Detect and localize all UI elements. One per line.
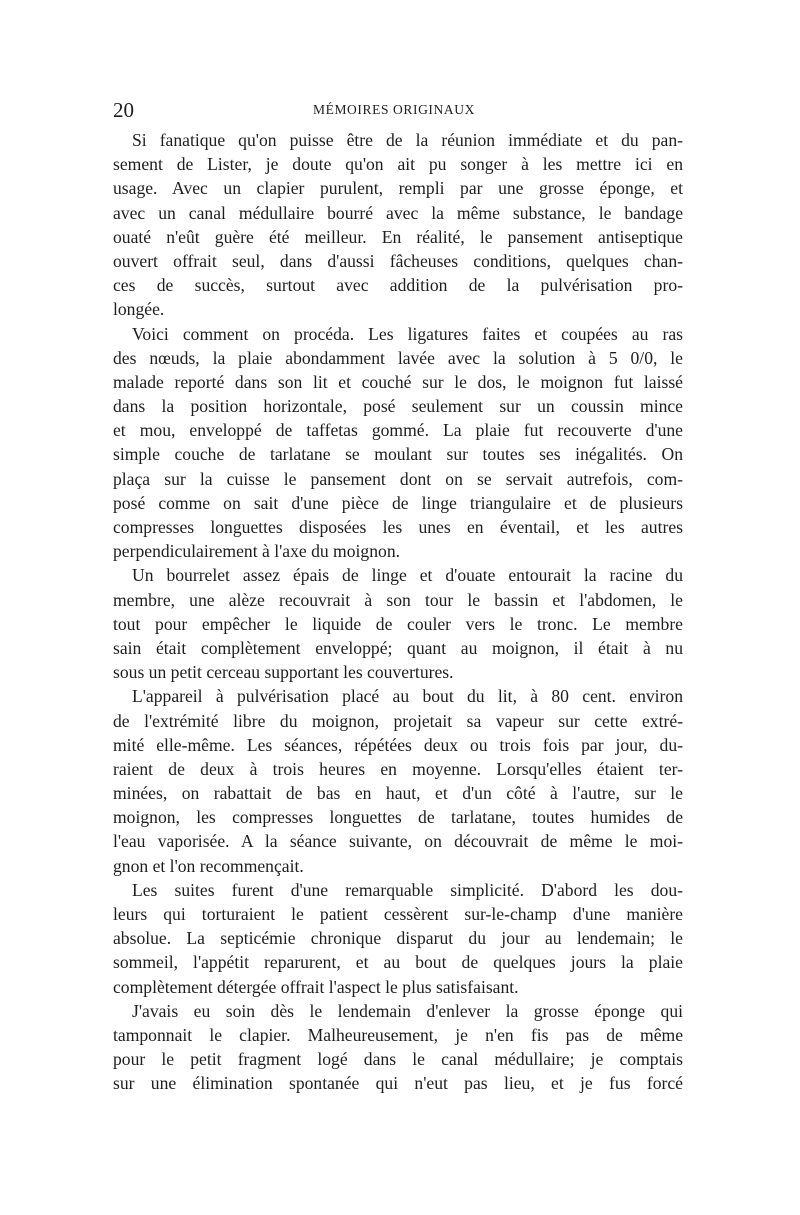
body-text — [113, 128, 683, 1096]
text-line: moignon, les compresses longuettes de tarlatane, toutes humides de — [113, 807, 683, 828]
text-line: longée. — [113, 299, 165, 320]
text-line: des nœuds, la plaie abondamment lavée avec la solution à 5 0/0, le — [113, 347, 683, 368]
page-number: 20 — [113, 98, 134, 122]
paragraph — [113, 684, 683, 878]
running-title: MÉMOIRES ORIGINAUX — [313, 102, 475, 117]
text-line: ouvert offrait seul, dans d'aussi fâcheuses conditions, quelques chan- — [113, 250, 683, 271]
text-line: compresses longuettes disposées les unes en éventail, et les autres — [113, 517, 683, 537]
text-line: L'appareil à pulvérisation placé au bout du lit, à 80 cent. environ — [132, 686, 683, 707]
paragraph — [113, 563, 683, 684]
text-line: sement de Lister, je doute qu'on ait pu songer à les mettre ici en — [113, 154, 683, 175]
text-line: de l'extrémité libre du moignon, projetait sa vapeur sur cette extré- — [113, 710, 683, 731]
text-line: J'avais eu soin dès le lendemain d'enlever la grosse éponge qui — [132, 1000, 683, 1021]
paragraph — [113, 128, 683, 322]
text-line: Si fanatique qu'on puisse être de la réunion immédiate et du pan- — [132, 130, 683, 150]
text-line: gnon et l'on recommençait. — [113, 855, 304, 876]
text-line: tamponnait le clapier. Malheureusement, je n'en fis pas de même — [113, 1024, 683, 1045]
text-line: sain était complètement enveloppé; quant au moignon, il était à nu — [113, 637, 683, 658]
text-line: usage. Avec un clapier purulent, rempli par une grosse éponge, et — [113, 178, 683, 199]
text-line: ces de succès, surtout avec addition de la pulvérisation pro- — [113, 275, 683, 296]
text-line: sous un petit cerceau supportant les couvertures. — [113, 662, 454, 683]
text-line: sur une élimination spontanée qui n'eut pas lieu, et je fus forcé — [113, 1073, 683, 1094]
paragraph — [113, 322, 683, 564]
text-line: leurs qui torturaient le patient cessèrent sur-le-champ d'une manière — [113, 904, 683, 924]
text-line: dans la position horizontale, posé seulement sur un coussin mince — [113, 396, 683, 417]
text-line: simple couche de tarlatane se moulant sur toutes ses inégalités. On — [113, 444, 683, 465]
paragraph — [113, 878, 683, 999]
text-line: Voici comment on procéda. Les ligatures faites et coupées au ras — [132, 323, 683, 344]
paragraph — [113, 999, 683, 1096]
text-line: pour le petit fragment logé dans le canal médullaire; je comptais — [113, 1049, 683, 1070]
text-line: minées, on rabattait de bas en haut, et d'un côté à l'autre, sur le — [113, 783, 683, 804]
text-line: membre, une alèze recouvrait à son tour le bassin et l'abdomen, le — [113, 589, 683, 610]
text-line: l'eau vaporisée. A la séance suivante, on découvrait de même le moi- — [113, 831, 683, 852]
text-line: avec un canal médullaire bourré avec la même substance, le bandage — [113, 202, 683, 223]
text-line: plaça sur la cuisse le pansement dont on se servait autrefois, com- — [113, 468, 683, 489]
text-line: ouaté n'eût guère été meilleur. En réalité, le pansement antiseptique — [113, 226, 683, 247]
text-line: tout pour empêcher le liquide de couler vers le tronc. Le membre — [113, 613, 683, 634]
text-line: mité elle-même. Les séances, répétées deux ou trois fois par jour, du- — [113, 734, 683, 755]
text-line: complètement détergée offrait l'aspect le plus satisfaisant. — [113, 976, 519, 997]
page-header — [113, 98, 683, 122]
text-line: perpendiculairement à l'axe du moignon. — [113, 541, 401, 562]
text-line: posé comme on sait d'une pièce de linge triangulaire et de plusieurs — [113, 492, 683, 513]
text-line: malade reporté dans son lit et couché sur le dos, le moignon fut laissé — [113, 371, 683, 392]
text-line: absolue. La septicémie chronique disparut du jour au lendemain; le — [113, 928, 683, 949]
text-line: Un bourrelet assez épais de linge et d'ouate entourait la racine du — [132, 565, 683, 586]
text-line: sommeil, l'appétit reparurent, et au bout de quelques jours la plaie — [113, 952, 683, 973]
text-line: raient de deux à trois heures en moyenne. Lorsqu'elles étaient ter- — [113, 758, 683, 779]
text-line: Les suites furent d'une remarquable simplicité. D'abord les dou- — [132, 879, 683, 900]
text-line: et mou, enveloppé de taffetas gommé. La plaie fut recouverte d'une — [113, 420, 683, 441]
